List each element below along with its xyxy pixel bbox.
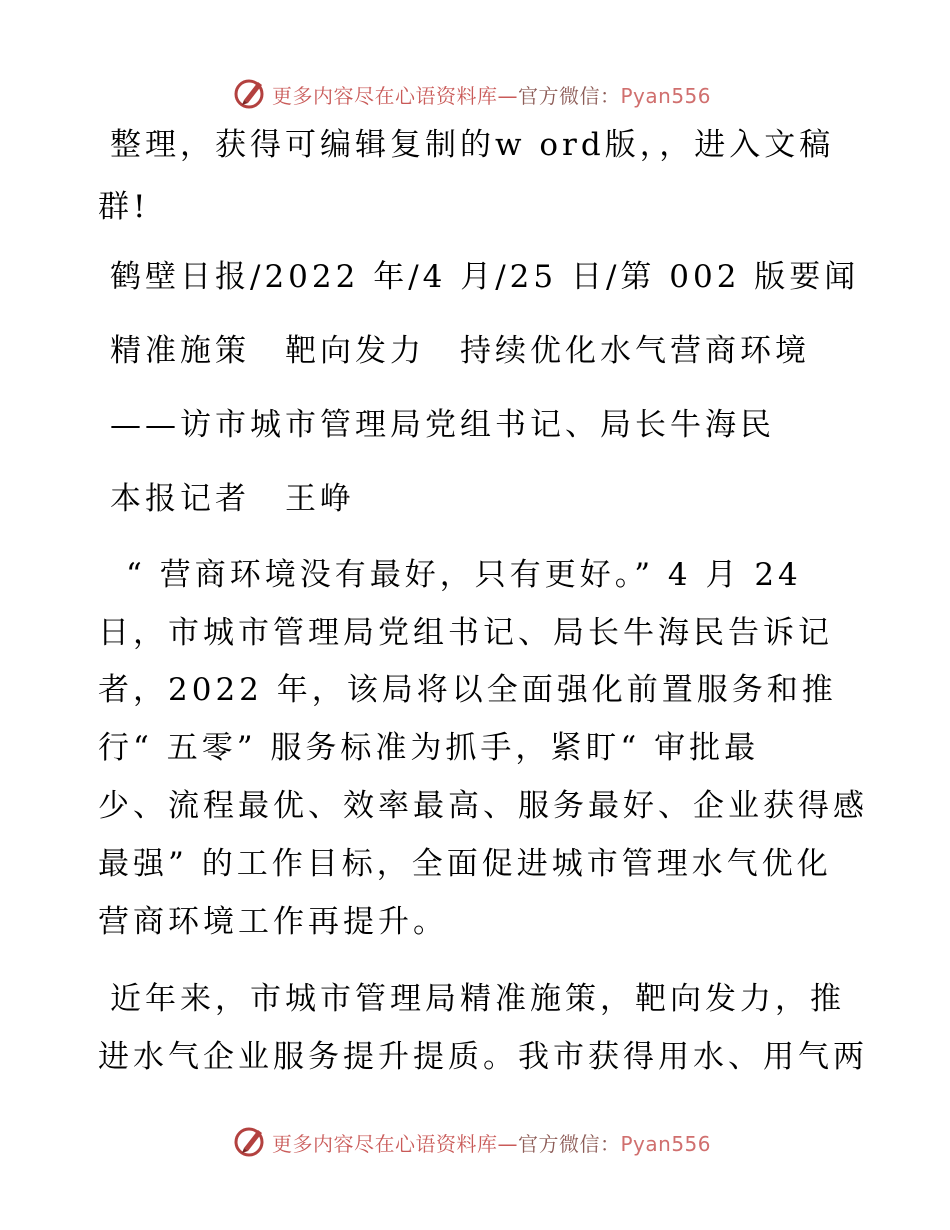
paragraph2-line-1: 近年来，市城市管理局精准施策，靶向发力，推 [110, 981, 845, 1017]
banner-dash: — [497, 84, 518, 108]
source-line: 鹤壁日报/2022 年/4 月/25 日/第 002 版要闻 [110, 259, 860, 295]
byline: 本报记者 王峥 [110, 481, 355, 517]
banner-text [272, 1128, 711, 1157]
intro-line-2: 群! [98, 189, 150, 225]
paragraph1-line-3: 者，2022 年，该局将以全面强化前置服务和推 [98, 672, 837, 708]
banner-wechat-label: 官方微信： [518, 84, 621, 108]
banner-brand: 更多内容尽在心语资料库 [272, 84, 498, 108]
paragraph1-line-5: 少、流程最优、效率最高、服务最好、企业获得感 [98, 788, 868, 824]
paragraph1-line-4: 行“ 五零” 服务标准为抓手，紧盯“ 审批最 [98, 730, 760, 766]
headline: 精准施策 靶向发力 持续优化水气营商环境 [110, 333, 810, 369]
subheadline: ——访市城市管理局党组书记、局长牛海民 [110, 407, 775, 443]
banner-text [272, 80, 711, 109]
paragraph1-line-1: “ 营商环境没有最好，只有更好。” 4 月 24 [126, 557, 802, 593]
paragraph1-line-2: 日，市城市管理局党组书记、局长牛海民告诉记 [98, 615, 833, 651]
paragraph1-line-7: 营商环境工作再提升。 [98, 904, 448, 940]
banner-wechat-id: Pyan556 [620, 1132, 712, 1156]
banner-dash: — [497, 1132, 518, 1156]
banner-wechat-label: 官方微信： [518, 1132, 621, 1156]
banner-wechat-id: Pyan556 [620, 84, 712, 108]
paragraph2-line-2: 进水气企业服务提升提质。我市获得用水、用气两 [98, 1039, 868, 1075]
intro-line-1: 整理，获得可编辑复制的w ord版，，进入文稿 [110, 127, 835, 163]
footer-banner [0, 1118, 950, 1162]
banner-brand: 更多内容尽在心语资料库 [272, 1132, 498, 1156]
header-banner [0, 70, 950, 114]
pen-logo-icon [232, 1124, 266, 1158]
pen-logo-icon [232, 76, 266, 110]
paragraph1-line-6: 最强” 的工作目标，全面促进城市管理水气优化 [98, 846, 832, 882]
